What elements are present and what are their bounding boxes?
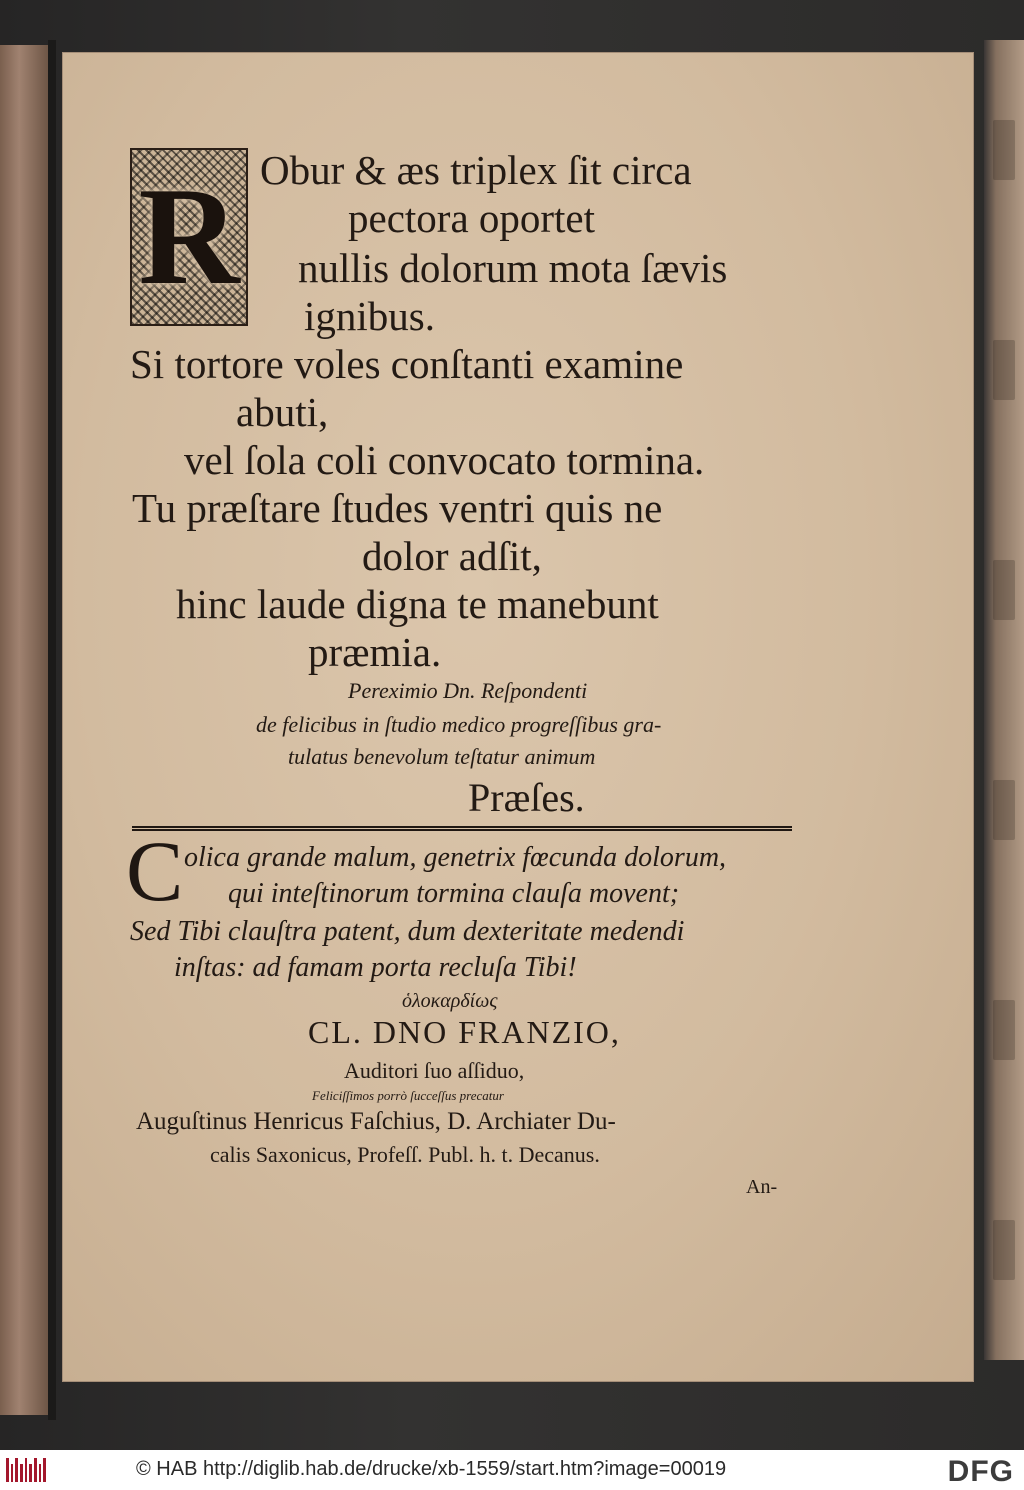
- next-page-text-remnants: [984, 40, 1024, 1360]
- poem1-line-3: nullis dolorum mota ſævis: [298, 245, 728, 291]
- poem1-line-11: præmia.: [308, 629, 442, 675]
- dedication-line-1: Pereximio Dn. Reſpondenti: [348, 678, 588, 703]
- decorated-initial: [130, 148, 248, 326]
- poem1-line-6: abuti,: [236, 389, 329, 435]
- initial-letter-r: R: [138, 159, 240, 314]
- poem1-line-4: ignibus.: [304, 293, 435, 339]
- footer-copyright-link[interactable]: © HAB http://diglib.hab.de/drucke/xb-1559/start.htm?image=00019: [136, 1458, 727, 1480]
- author-line-2: calis Saxonicus, Profeſſ. Publ. h. t. Decanus.: [210, 1142, 600, 1167]
- gutter-shadow: [48, 40, 56, 1420]
- dedication-signature: Præſes.: [468, 775, 585, 820]
- catchword: An-: [746, 1176, 778, 1198]
- poem2-line-1: olica grande malum, genetrix fœcunda dolorum,: [184, 842, 727, 873]
- hab-barcode-logo-icon: [6, 1458, 46, 1482]
- greek-word: ὁλοκαρδίως: [402, 990, 498, 1012]
- poem2-line-3: Sed Tibi clauſtra patent, dum dexteritate medendi: [130, 916, 685, 947]
- poem1-line-7: vel ſola coli convocato tormina.: [184, 437, 705, 483]
- footer-bar: [0, 1450, 1024, 1490]
- poem1-line-10: hinc laude digna te manebunt: [176, 581, 659, 627]
- poem1-line-8: Tu præſtare ſtudes ventri quis ne: [132, 485, 663, 531]
- dfg-logo: DFG: [947, 1455, 1014, 1488]
- wish-line: Feliciſſimos porrò ſucceſſus precatur: [312, 1088, 504, 1103]
- previous-page-edge: [0, 45, 48, 1415]
- initial-letter-c: C: [126, 823, 184, 919]
- poem2-line-4: inſtas: ad famam porta recluſa Tibi!: [174, 952, 577, 983]
- addressee-name: CL. DNO FRANZIO,: [308, 1014, 621, 1050]
- dedication-line-3: tulatus benevolum teſtatur animum: [288, 744, 596, 769]
- document-page: [62, 52, 974, 1382]
- poem1-line-1: Obur & æs triplex ſit circa: [260, 147, 692, 193]
- addressee-subtitle: Auditori ſuo aſſiduo,: [344, 1058, 525, 1083]
- poem1-line-2: pectora oportet: [348, 195, 596, 241]
- author-line-1: Auguſtinus Henricus Faſchius, D. Archiater Du-: [136, 1108, 616, 1135]
- dedication-line-2: de felicibus in ſtudio medico progreſſibus gra-: [256, 712, 662, 737]
- double-rule-divider: [132, 826, 792, 831]
- poem2-line-2: qui inteſtinorum tormina clauſa movent;: [228, 878, 680, 909]
- poem1-line-5: Si tortore voles conſtanti examine: [130, 341, 684, 387]
- poem1-line-9: dolor adſit,: [362, 533, 542, 579]
